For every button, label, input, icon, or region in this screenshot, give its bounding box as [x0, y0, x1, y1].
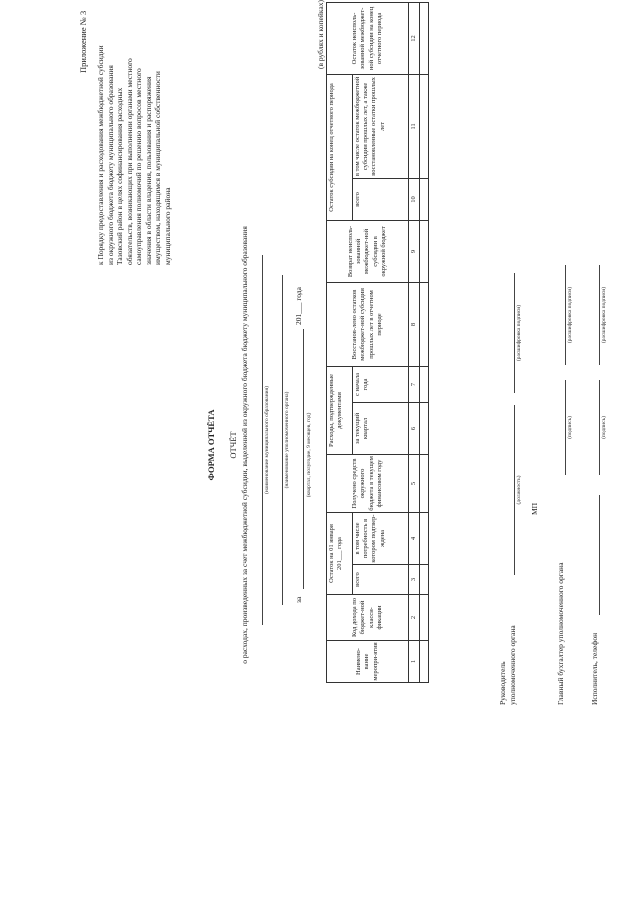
- appendix-line: к Порядку предоставления и расходования межбюджетной субсидии: [96, 45, 105, 265]
- table-cell: [420, 565, 429, 595]
- column-number: 4: [409, 512, 420, 564]
- column-number: 8: [409, 282, 420, 366]
- executor-phone-line: [599, 495, 600, 615]
- appendix-line: Тазовский район в целях софинансирования расходных: [115, 87, 124, 265]
- municipality-caption: (наименование муниципального образования): [264, 386, 270, 494]
- executor-signature-caption: (подпись): [601, 416, 607, 439]
- position-caption: (должность): [516, 475, 522, 505]
- authority-caption: (наименование уполномоченного органа): [284, 391, 290, 489]
- table-cell: [420, 282, 429, 366]
- chief-signature-line: [565, 380, 566, 475]
- header-unused: Остаток неисполь-зованной межбюджет-ной субсидии на конец отчетного периода: [327, 2, 409, 74]
- header-expenses: Расходы, подтвержденные документами: [327, 366, 353, 454]
- period-line: [303, 329, 304, 589]
- header-year-start: с начала года: [353, 366, 409, 402]
- appendix-text: [96, 5, 172, 265]
- head-decoding-caption: (расшифровка подписи): [516, 304, 522, 362]
- column-number: 7: [409, 366, 420, 402]
- column-number: 5: [409, 454, 420, 512]
- executor-decoding-line: [599, 265, 600, 365]
- column-number: 11: [409, 74, 420, 178]
- column-number: 9: [409, 220, 420, 282]
- header-confirmed-need: в том числе потребность в котором подтвер-ждена: [353, 512, 409, 564]
- appendix-line: значения в области владения, пользования и распоряжения: [143, 76, 153, 265]
- table-cell: [420, 220, 429, 282]
- period-prefix: за: [294, 596, 303, 603]
- executor-signature-line: [599, 380, 600, 475]
- header-received: Получено средств окружного бюджета в текущем финансовом году: [327, 454, 409, 512]
- head-label: [498, 585, 517, 705]
- header-including-past: в том числе остаток межбюджетной субсидии прошлых лет, а также восстановленные остатки прошлых лет: [353, 74, 409, 178]
- appendix-title: Приложение № 3: [78, 10, 88, 73]
- header-code: Код дохода по бюджет-ной класси-фикации: [327, 595, 409, 641]
- table-cell: [420, 366, 429, 402]
- column-number: 12: [409, 2, 420, 74]
- table-cell: [420, 402, 429, 454]
- header-balance-start: Остаток на 01 января 201___ года: [327, 512, 353, 594]
- column-number: 10: [409, 178, 420, 220]
- appendix-line: самоуправления полномочий по решению вопросов местного: [134, 68, 143, 265]
- chief-decoding-line: [565, 265, 566, 365]
- chief-signature-caption: (подпись): [567, 416, 573, 439]
- column-number: 2: [409, 595, 420, 641]
- header-name: Наимено-вание меропри-ятия: [327, 641, 409, 683]
- header-total-end: всего: [353, 178, 409, 220]
- chief-decoding-caption: (расшифровка подписи): [567, 286, 573, 344]
- table-cell: [420, 74, 429, 178]
- table-cell: [420, 595, 429, 641]
- period-year: 201___ года: [294, 287, 303, 325]
- form-title: ФОРМА ОТЧЁТА: [206, 409, 216, 481]
- period-caption: (квартал, полугодие, 9 месяцев, год): [306, 412, 312, 498]
- authority-line: [282, 275, 283, 605]
- appendix-line: муниципального района: [162, 187, 172, 265]
- header-total-start: всего: [353, 565, 409, 595]
- head-label-line: уполномоченного органа: [507, 625, 517, 705]
- table-cell: [420, 2, 429, 74]
- column-number: 6: [409, 402, 420, 454]
- appendix-line: обязательств, возникающих при выполнении органами местного: [124, 58, 134, 265]
- head-label-line: Руководитель: [498, 661, 507, 705]
- header-returned: Возврат неисполь-зованной межбюджет-ной субсидии в окружной бюджет: [327, 220, 409, 282]
- report-table: [326, 2, 429, 683]
- table-cell: [420, 512, 429, 564]
- report-heading: ОТЧЁТ: [228, 431, 238, 459]
- report-subtitle: о расходах, произведенных за счет межбюджетной субсидии, выделенной из окружного бюджета бюджету муниципального образования: [240, 226, 249, 664]
- header-quarter: за текущий квартал: [353, 402, 409, 454]
- appendix-line: имуществом, находящимся в муниципальной собственности: [153, 71, 162, 265]
- header-balance-end: Остаток субсидии на конец отчетного периода: [327, 74, 353, 220]
- header-restored: Восстанов-лено остатков межбюджет-ной субсидии прошлых лет в отчетном периоде: [327, 282, 409, 366]
- table-cell: [420, 641, 429, 683]
- units-note: (в рублях и копейках): [316, 0, 325, 70]
- municipality-line: [262, 255, 263, 625]
- executor-label: Исполнитель, телефон: [590, 632, 599, 705]
- executor-decoding-caption: (расшифровка подписи): [601, 286, 607, 344]
- table-cell: [420, 178, 429, 220]
- column-number: 3: [409, 565, 420, 595]
- table-cell: [420, 454, 429, 512]
- stamp-mp: МП: [530, 502, 539, 515]
- chief-accountant-label: Главный бухгалтер уполномоченного органа: [556, 562, 565, 705]
- head-decoding-line: [514, 273, 515, 393]
- column-number: 1: [409, 641, 420, 683]
- appendix-line: из окружного бюджета бюджету муниципального образования: [105, 65, 115, 265]
- position-line: [514, 405, 515, 575]
